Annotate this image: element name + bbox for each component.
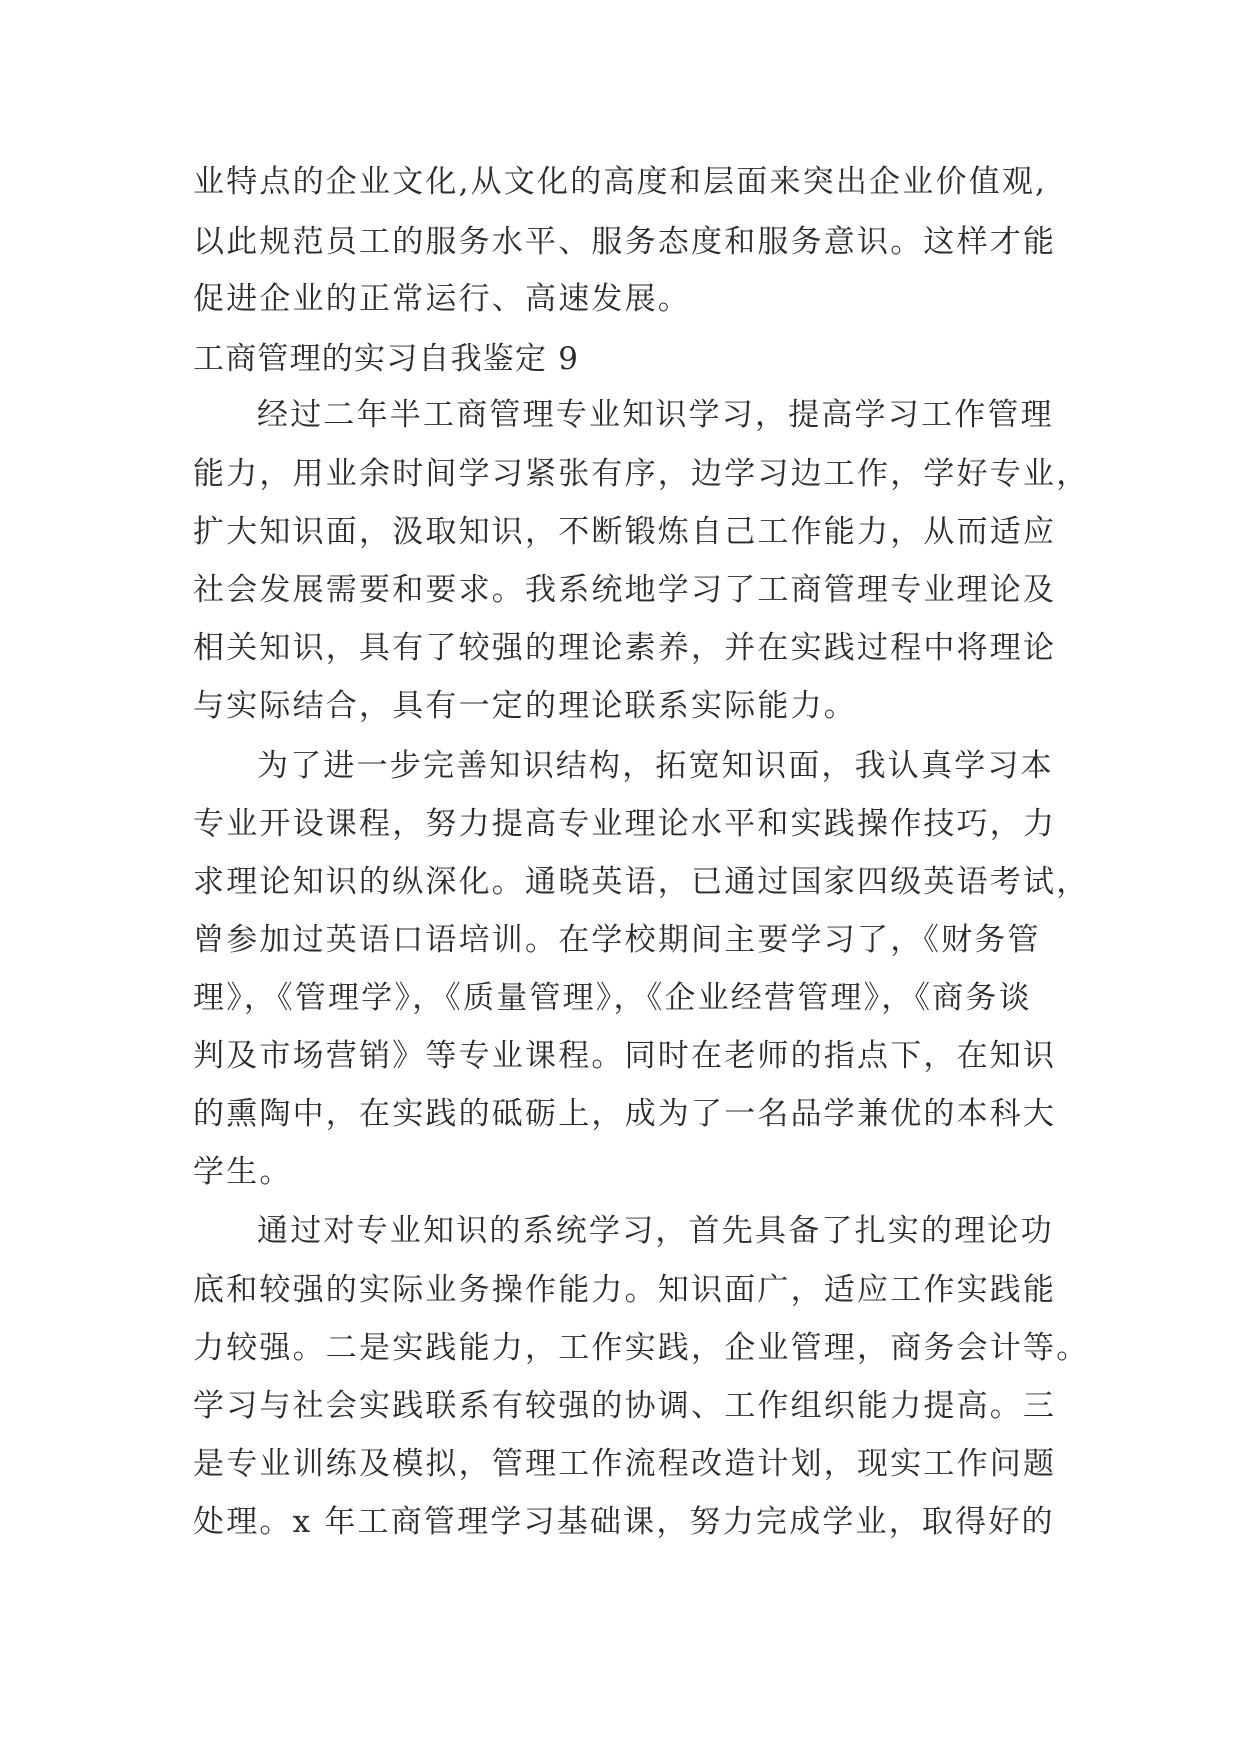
text-line: 相关知识，具有了较强的理论素养，并在实践过程中将理论	[193, 630, 1057, 666]
text-line: 社会发展需要和要求。我系统地学习了工商管理专业理论及	[193, 572, 1057, 608]
text-line: 学生。	[193, 1154, 293, 1190]
text-line: 能力，用业余时间学习紧张有序，边学习边工作，学好专业，	[193, 456, 1090, 492]
text-line: 促进企业的正常运行、高速发展。	[193, 281, 691, 317]
text-line: 是专业训练及模拟，管理工作流程改造计划，现实工作问题	[193, 1446, 1057, 1482]
text-line: 求理论知识的纵深化。通晓英语，已通过国家四级英语考试，	[193, 864, 1090, 900]
text-line: 处理。x 年工商管理学习基础课，努力完成学业，取得好的	[193, 1504, 1055, 1540]
text-line: 力较强。二是实践能力，工作实践，企业管理，商务会计等。	[193, 1330, 1090, 1366]
paragraph-first-line: 为了进一步完善知识结构，拓宽知识面，我认真学习本	[257, 748, 1054, 784]
paragraph-first-line: 经过二年半工商管理专业知识学习，提高学习工作管理	[257, 397, 1054, 433]
text-line: 以此规范员工的服务水平、服务态度和服务意识。这样才能	[193, 224, 1057, 260]
paragraph-first-line: 通过对专业知识的系统学习，首先具备了扎实的理论功	[257, 1213, 1054, 1249]
text-line: 学习与社会实践联系有较强的协调、工作组织能力提高。三	[193, 1388, 1057, 1424]
text-line: 底和较强的实际业务操作能力。知识面广，适应工作实践能	[193, 1272, 1057, 1308]
text-line: 的熏陶中，在实践的砥砺上，成为了一名品学兼优的本科大	[193, 1096, 1057, 1132]
text-line: 理》，《管理学》，《质量管理》，《企业经营管理》，《商务谈	[193, 980, 1032, 1016]
text-line: 曾参加过英语口语培训。在学校期间主要学习了，《财务管	[193, 922, 1041, 958]
text-line: 判及市场营销》等专业课程。同时在老师的指点下，在知识	[193, 1038, 1057, 1074]
text-line: 业特点的企业文化,从文化的高度和层面来突出企业价值观,	[193, 164, 1048, 200]
text-line: 扩大知识面，汲取知识，不断锻炼自己工作能力，从而适应	[193, 514, 1057, 550]
section-heading: 工商管理的实习自我鉴定 9	[193, 341, 580, 377]
text-line: 专业开设课程，努力提高专业理论水平和实践操作技巧，力	[193, 806, 1057, 842]
text-line: 与实际结合，具有一定的理论联系实际能力。	[193, 688, 857, 724]
